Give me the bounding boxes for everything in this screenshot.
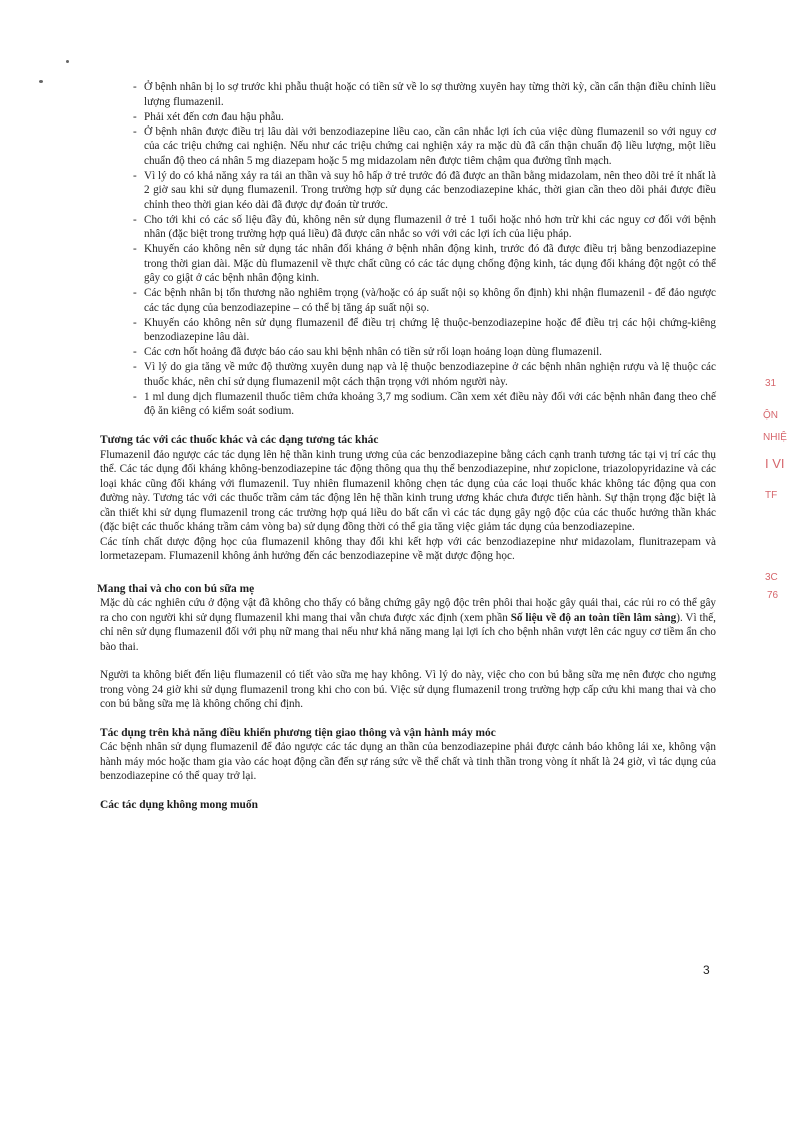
pregnancy-text: ). Vì thế, chỉ nên sử dụng flumazenil đối với phụ nữ mang thai nếu như khả năng mang lại lợi ích cho bệnh nhân vượt lên các nguy cơ tiềm ẩn cho bào thai. (100, 611, 716, 653)
list-item: - Vì lý do gia tăng về mức độ thường xuyên dung nạp và lệ thuộc benzodiazepine ở các bệnh nhân nghiện rượu và lệ thuộc các thuốc khác, nên chỉ sử dụng flumazenil một cách thận trọng với nhóm người này. (100, 360, 716, 389)
scan-speck (66, 60, 69, 63)
adverse-effects-heading: Các tác dụng không mong muốn (100, 798, 258, 811)
list-item: - Cho tới khi có các số liệu đầy đủ, không nên sử dụng flumazenil ở trẻ 1 tuổi hoặc nhỏ hơn trừ khi các nguy cơ đối với bệnh nhân (đặc biệt trong trường hợp quá liều) đã được cân nhắc so với với các lợi ích của liệu pháp. (100, 213, 716, 242)
list-item: - Các bệnh nhân bị tổn thương não nghiêm trọng (và/hoặc có áp suất nội sọ không ổn định) khi nhận flumazenil - để đảo ngược các tác dụng của benzodiazepine – có thể bị tăng áp suất nội sọ. (100, 286, 716, 315)
margin-stamp-text: TF (765, 490, 778, 501)
pregnancy-heading: Mang thai và cho con bú sữa mẹ (97, 582, 255, 595)
interactions-heading: Tương tác với các thuốc khác và các dạng tương tác khác (100, 434, 379, 446)
precautions-list (100, 80, 716, 419)
list-item: - Ở bệnh nhân được điều trị lâu dài với benzodiazepine liều cao, cần cân nhắc lợi ích của việc dùng flumazenil so với nguy cơ của các triệu chứng cai nghiện. Nếu như các triệu chứng cai nghiện xảy ra mặc dù đã cẩn thận chuẩn độ liều lượng, một liều chuẩn độ theo cá nhân 5 mg diazepam hoặc 5 mg midazolam nên được tiêm chậm qua đường tĩnh mạch. (100, 125, 716, 169)
margin-stamp-text: 3C (765, 572, 778, 583)
list-item: - 1 ml dung dịch flumazenil thuốc tiêm chứa khoảng 3,7 mg sodium. Cần xem xét điều này đối với các bệnh nhân đang theo chế độ ăn kiêng có kiểm soát sodium. (100, 390, 716, 419)
list-item: - Khuyến cáo không nên sử dụng flumazenil để điều trị chứng lệ thuộc-benzodiazepine hoặc để điều trị các hội chứng-kiêng benzodiazepine lâu dài. (100, 316, 716, 345)
margin-stamp-text: 31 (765, 378, 777, 389)
page-number: 3 (703, 963, 710, 977)
driving-paragraph: Các bệnh nhân sử dụng flumazenil để đảo ngược các tác dụng an thần của benzodiazepine phải được cảnh báo không lái xe, không vận hành máy móc hoặc tham gia vào các hoạt động cần đến sự ráng sức về thể chất và tinh thần trong vòng ít nhất là 24 giờ, vì tác dụng của benzodiazepine có thể quay trở lại. (100, 741, 716, 782)
interactions-paragraph: Các tính chất dược động học của flumazenil không thay đổi khi kết hợp với các benzodiazepine như midazolam, flunitrazepam và lormetazepam. Flumazenil không ảnh hưởng đến các benzodiazepine về mặt dược động học. (100, 535, 716, 562)
breastfeeding-paragraph: Người ta không biết đến liệu flumazenil có tiết vào sữa mẹ hay không. Vì lý do này, việc cho con bú bằng sữa mẹ nên được cho ngưng trong vòng 24 giờ khi sử dụng flumazenil trong khi cho con bú. Việc sử dụng flumazenil trong trường hợp cấp cứu khi mang thai và cho con bú bằng sữa mẹ là không chống chỉ định. (100, 669, 716, 710)
margin-stamp-text: 76 (767, 590, 779, 601)
list-item: - Các cơn hốt hoảng đã được báo cáo sau khi bệnh nhân có tiền sử rối loạn hoảng loạn dùng flumazenil. (100, 345, 716, 360)
margin-stamp-text: ỘN (763, 410, 778, 421)
pregnancy-text: Mặc dù các nghiên cứu ở động vật đã không cho thấy có bằng chứng gây ngộ độc trên phôi thai hoặc gây quái thai, các rủi ro có thể gây ra cho con người khi sử dụng flumazenil khi mang thai vẫn chưa được xác định (xem phần (100, 597, 716, 624)
interactions-paragraph: Flumazenil đảo ngược các tác dụng lên hệ thần kinh trung ương của các benzodiazepine bằng cách cạnh tranh tương tác tại vị trí các thụ thể. Các tác dụng đối kháng không-benzodiazepine tác động thông qua thụ thể benzodiazepine, như zopiclone, triazolopyridazine và các loại khác cũng đối kháng với flumazenil. Tuy nhiên flumazenil không chẹn tác dụng của các loại thuốc khác không tác động qua con đường này. Tương tác với các thuốc trầm cảm tác động lên hệ thần kinh trung ương khác chưa được tiến hành. Sự thận trọng đặc biệt là cần thiết khi sử dụng flumazenil trong các trường hợp quá liều do bất cẩn vì các tác dụng gây ngộ độc của các thuốc hướng thần khác (đặc biệt các thuốc kháng trầm cảm vòng ba) sử dụng đồng thời có thể gia tăng việc giảm tác dụng của benzodiazepine. (100, 448, 716, 533)
driving-heading: Tác dụng trên khả năng điều khiển phương tiện giao thông và vận hành máy móc (100, 726, 496, 739)
list-item: - Phải xét đến cơn đau hậu phẫu. (100, 110, 716, 125)
list-item: - Ở bệnh nhân bị lo sợ trước khi phẫu thuật hoặc có tiền sử về lo sợ thường xuyên hay từng thời kỳ, cần cẩn thận điều chỉnh liều lượng flumazenil. (100, 80, 716, 109)
margin-stamp-text: I VI (765, 456, 785, 471)
list-item: - Khuyến cáo không nên sử dụng tác nhân đối kháng ở bệnh nhân động kinh, trước đó đã được điều trị bằng benzodiazepine trong thời gian dài. Mặc dù flumazenil về thực chất cũng có các tác dụng chống động kinh, tác dụng đối kháng đột ngột có thể gây co giật ở các bệnh nhân động kinh. (100, 242, 716, 286)
pregnancy-paragraph (100, 596, 716, 654)
margin-stamp-text: NHIỆ (763, 432, 787, 443)
page-content (97, 80, 716, 812)
cross-reference: Số liệu về độ an toàn tiền lâm sàng (510, 611, 677, 624)
list-item: - Vì lý do có khả năng xảy ra tái an thần và suy hô hấp ở trẻ trước đó đã được an thần bằng midazolam, nên theo dõi trẻ ít nhất là 2 giờ sau khi sử dụng flumazenil. Trong trường hợp sử dụng các benzodiazepine khác, thời gian cần theo dõi phải được điều chỉnh theo thời gian kéo dài đã được dự đoán từ trước. (100, 169, 716, 213)
scan-speck (39, 80, 43, 83)
